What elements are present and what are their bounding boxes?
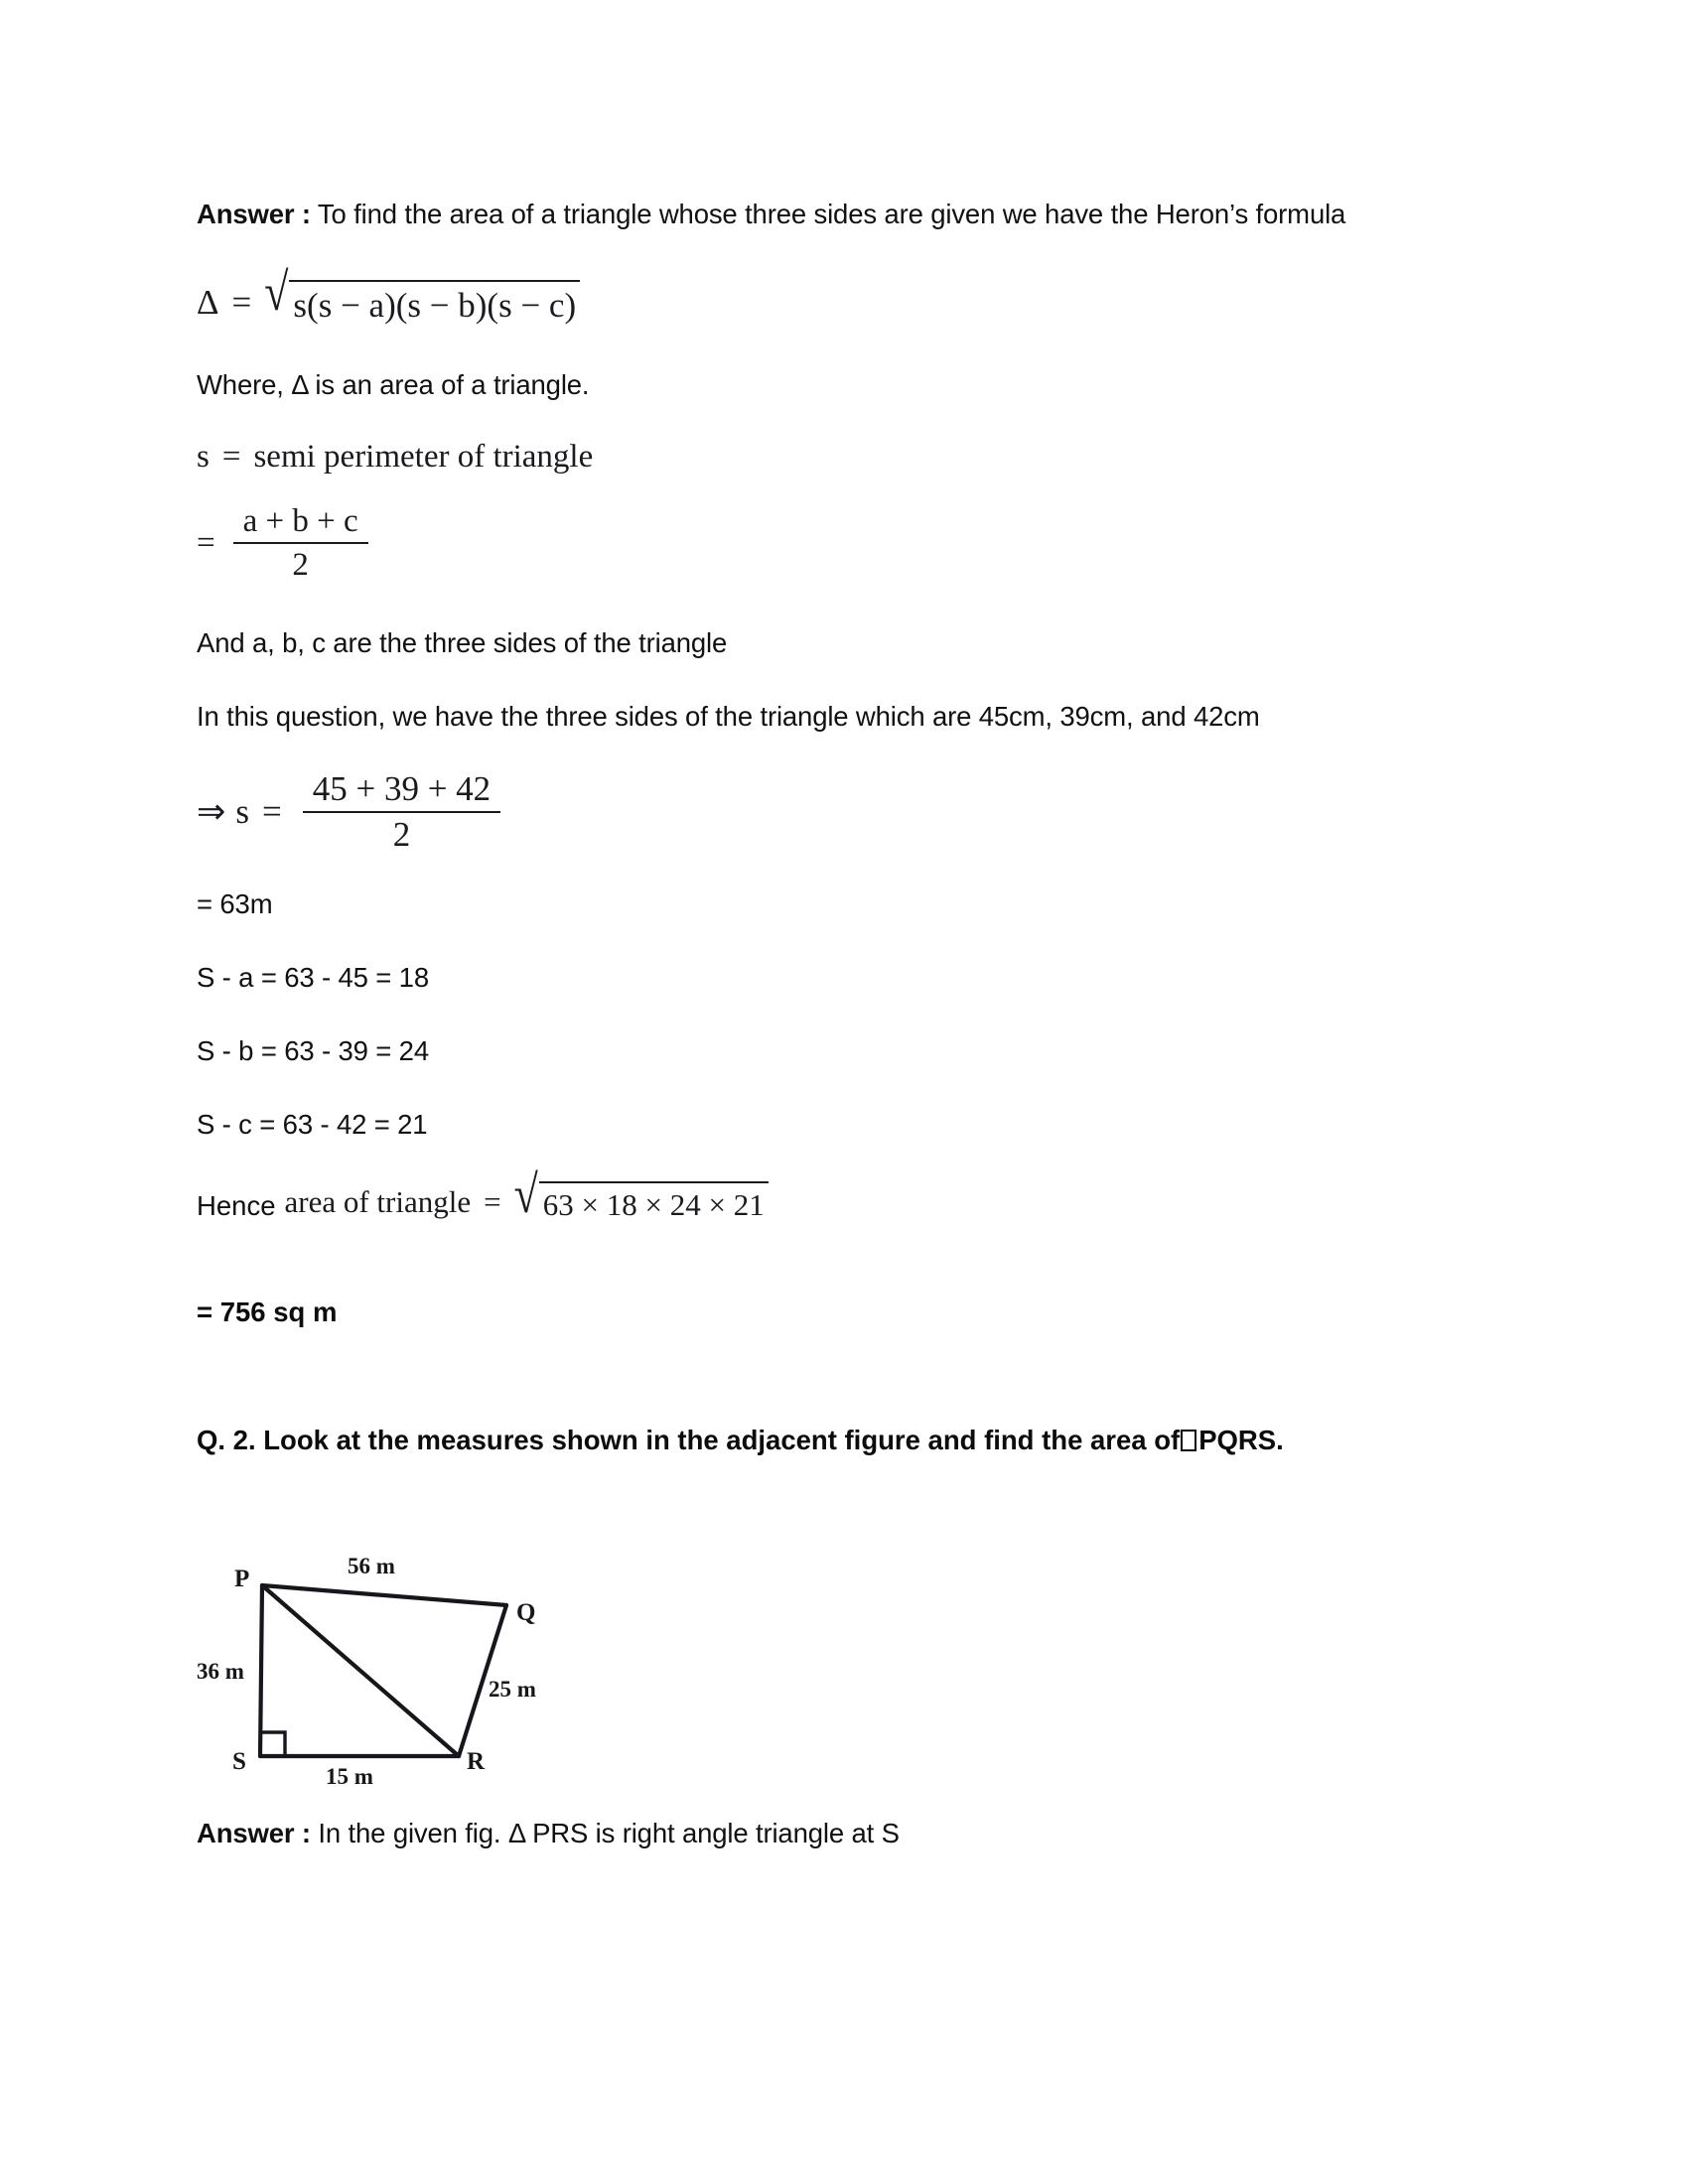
hence-label: area of triangle <box>284 1183 472 1219</box>
figure-dimension-ps: 36 m <box>197 1658 244 1684</box>
question-sides-paragraph: In this question, we have the three sides of the triangle which are 45cm, 39cm, and 42cm <box>197 700 1260 732</box>
hence-expression <box>284 1164 769 1224</box>
fraction-denominator: 2 <box>233 542 368 583</box>
semi-perimeter-lhs: s <box>197 439 210 475</box>
semi-perimeter-equals: = <box>221 439 241 475</box>
segment-pq <box>262 1585 506 1605</box>
step-s-minus-a: S - a = 63 - 45 = 18 <box>197 961 429 993</box>
s-calculation <box>197 770 1433 855</box>
answer-1-lead: Answer : <box>197 199 311 229</box>
answer-2-text: In the given fig. Δ PRS is right angle triangle at S <box>310 1817 900 1848</box>
herons-formula-equals: = <box>231 283 252 322</box>
figure-dimension-sr: 15 m <box>326 1763 373 1789</box>
s-fraction-numerator: 45 + 39 + 42 <box>312 768 492 808</box>
figure-vertex-q: Q <box>516 1598 536 1626</box>
answer-1-text: To find the area of a triangle whose three sides are given we have the Heron’s formula <box>310 199 1346 229</box>
where-line: Where, Δ is an area of a triangle. <box>197 369 590 400</box>
figure-pqrs <box>197 1528 653 1794</box>
final-area-value: = 756 sq m <box>197 1297 338 1328</box>
fraction-numerator: a + b + c <box>242 503 358 539</box>
semi-perimeter-definition <box>197 439 1433 476</box>
figure-vertex-r: R <box>467 1747 486 1775</box>
semi-perimeter-fraction <box>197 503 1433 584</box>
hence-radicand: 63 × 18 × 24 × 21 <box>539 1181 769 1223</box>
herons-formula <box>197 262 1433 326</box>
document-content <box>197 195 1433 1853</box>
herons-formula-lhs: Δ <box>197 283 219 322</box>
fraction-s-value <box>303 770 500 855</box>
right-angle-marker-icon <box>260 1732 285 1756</box>
fraction-abc-over-2 <box>233 503 368 584</box>
answer-2-paragraph <box>197 1814 1433 1853</box>
question-2-prefix: Q. 2. Look at the measures shown in the adjacent figure and find the area of <box>197 1425 1181 1456</box>
herons-formula-radicand: s(s − a)(s − b)(s − c) <box>289 280 580 326</box>
hence-equals: = <box>484 1183 501 1219</box>
figure-dimension-pq: 56 m <box>348 1553 395 1578</box>
radical-icon: √ <box>264 262 289 323</box>
figure-pqrs-svg <box>197 1528 653 1794</box>
step-s-minus-b: S - b = 63 - 39 = 24 <box>197 1034 429 1066</box>
question-2-heading <box>197 1421 1388 1460</box>
figure-dimension-qr: 25 m <box>489 1676 536 1702</box>
s-calculation-equals: = <box>261 792 282 832</box>
answer-2-lead: Answer : <box>197 1817 311 1848</box>
diagonal-pr <box>262 1585 459 1756</box>
radical-icon: √ <box>513 1164 538 1224</box>
hence-area-row <box>197 1164 1433 1226</box>
s-calculation-arrow: ⇒ <box>197 792 226 832</box>
missing-glyph-icon <box>1181 1430 1196 1451</box>
semi-perimeter-fraction-equals: = <box>197 524 215 561</box>
s-value-line: = 63m <box>197 887 273 919</box>
figure-vertex-s: S <box>232 1747 246 1775</box>
sides-note: And a, b, c are the three sides of the triangle <box>197 626 728 658</box>
segment-sp <box>260 1585 262 1756</box>
herons-formula-sqrt <box>264 262 580 326</box>
answer-1-paragraph <box>197 195 1433 234</box>
s-fraction-denominator: 2 <box>303 811 500 855</box>
figure-vertex-p: P <box>234 1565 250 1592</box>
s-calculation-variable: s <box>235 792 249 832</box>
hence-sqrt <box>513 1164 769 1224</box>
semi-perimeter-rhs: semi perimeter of triangle <box>253 439 594 475</box>
step-s-minus-c: S - c = 63 - 42 = 21 <box>197 1108 428 1140</box>
question-2-suffix: PQRS. <box>1198 1425 1284 1456</box>
hence-word: Hence <box>197 1189 276 1221</box>
